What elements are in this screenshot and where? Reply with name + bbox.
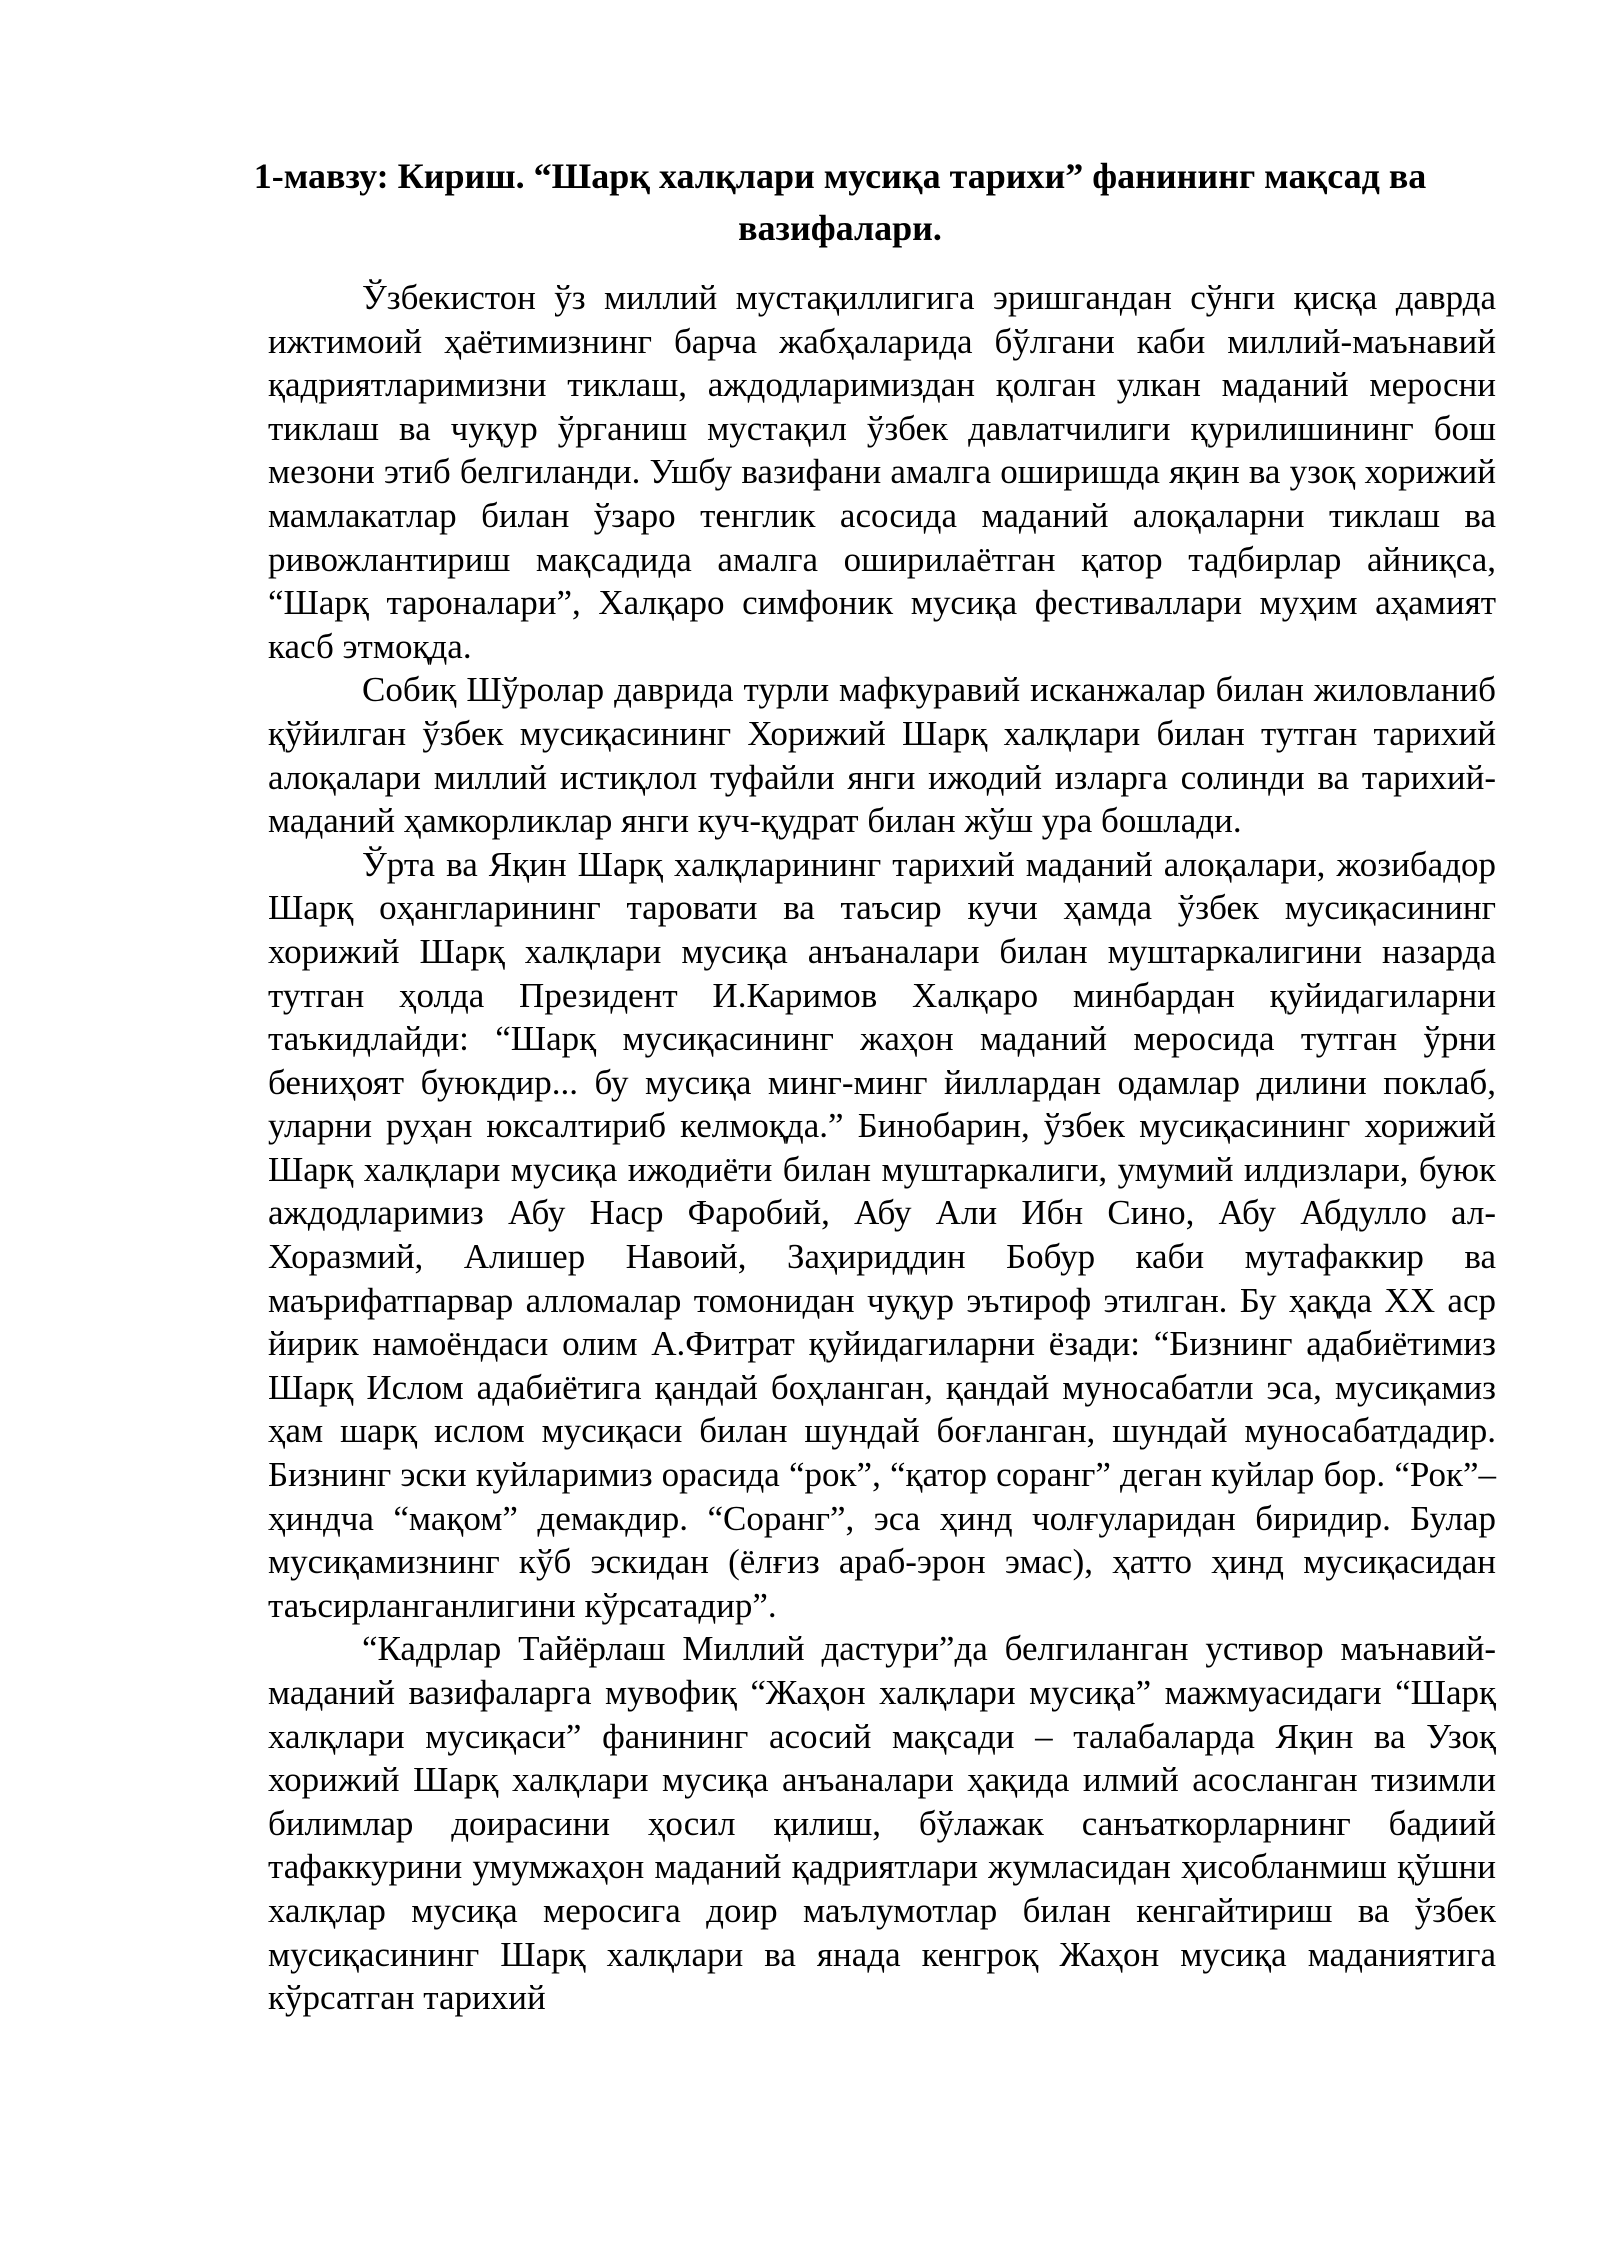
paragraph: Ўзбекистон ўз миллий мустақиллигига эришгандан сўнги қисқа даврда ижтимоий ҳаётимизнинг барча жабҳаларида бўлгани каби миллий-маънавий қадриятларимизни тиклаш, аждодларимиздан қолган улкан маданий меросни тиклаш ва чуқур ўрганиш мустақил ўзбек давлатчилиги қурилишининг бош мезони этиб белгиланди. Ушбу вазифани амалга оширишда яқин ва узоқ хорижий мамлакатлар билан ўзаро тенглик асосида маданий алоқаларни тиклаш ва ривожлантириш мақсадида амалга оширилаётган қатор тадбирлар айниқса, “Шарқ тароналари”, Халқаро симфоник мусиқа фестиваллари муҳим аҳамият касб этмоқда.: [268, 278, 1496, 666]
paragraph: Ўрта ва Яқин Шарқ халқларининг тарихий маданий алоқалари, жозибадор Шарқ оҳангларининг таровати ва таъсир кучи ҳамда ўзбек мусиқасининг хорижий Шарқ халқлари мусиқа анъаналари билан муштаркалигини назарда тутган ҳолда Президент И.Каримов Халқаро минбардан қуйидагиларни таъкидлайди: “Шарқ мусиқасининг жаҳон маданий меросида тутган ўрни бениҳоят буюкдир... бу мусиқа минг-минг йиллардан одамлар дилини поклаб, уларни руҳан юксалтириб келмоқда.” Бинобарин, ўзбек мусиқасининг хорижий Шарқ халқлари мусиқа ижодиёти билан муштаркалиги, умумий илдизлари, буюк аждодларимиз Абу Наср Фаробий, Абу Али Ибн Сино, Абу Абдулло ал-Хоразмий, Алишер Навоий, Заҳириддин Бобур каби мутафаккир ва маърифатпарвар алломалар томонидан чуқур эътироф этилган. Бу ҳақда XX аср йирик намоёндаси олим А.Фитрат қуйидагиларни ёзади: “Бизнинг адабиётимиз Шарқ Ислом адабиётига қандай боҳланган, қандай муносабатли эса, мусиқамиз ҳам шарқ ислом мусиқаси билан шундай боғланган, шундай муносабатдадир. Бизнинг эски куйларимиз орасида “рок”, “қатор соранг” деган куйлар бор. “Рок”– ҳиндча “мақом” демакдир. “Соранг”, эса ҳинд чолғуларидан биридир. Булар мусиқамизнинг кўб эскидан (ёлғиз араб-эрон эмас), ҳатто ҳинд мусиқасидан таъсирланганлигини кўрсатадир”.: [268, 844, 1496, 1625]
paragraph: “Кадрлар Тайёрлаш Миллий дастури”да белгиланган устивор маънавий-маданий вазифаларга мувофиқ “Жаҳон халқлари мусиқа” мажмуасидаги “Шарқ халқлари мусиқаси” фанининг асосий мақсади – талабаларда Яқин ва Узоқ хорижий Шарқ халқлари мусиқа анъаналари ҳақида илмий асосланган тизимли билимлар доирасини ҳосил қилиш, бўлажак санъаткорларнинг бадиий тафаккурини умумжаҳон маданий қадриятлари жумласидан ҳисобланмиш қўшни халқлар мусиқа меросига доир маълумотлар билан кенгайтириш ва ўзбек мусиқасининг Шарқ халқлари ва янада кенгроқ Жаҳон мусиқа маданиятига кўрсатган тарихий: [268, 1629, 1496, 2018]
paragraph: Собиқ Шўролар даврида турли мафкуравий исканжалар билан жиловланиб қўйилган ўзбек мусиқасининг Хорижий Шарқ халқлари билан тутган тарихий алоқалари миллий истиқлол туфайли янги ижодий изларга солинди ва тарихий-маданий ҳамкорликлар янги куч-қудрат билан жўш ура бошлади.: [268, 670, 1496, 841]
page-title: 1-мавзу: Кириш. “Шарқ халқлари мусиқа тарихи” фанининг мақсад ва вазифалари.: [253, 156, 1427, 248]
document-body: [268, 276, 1496, 2020]
